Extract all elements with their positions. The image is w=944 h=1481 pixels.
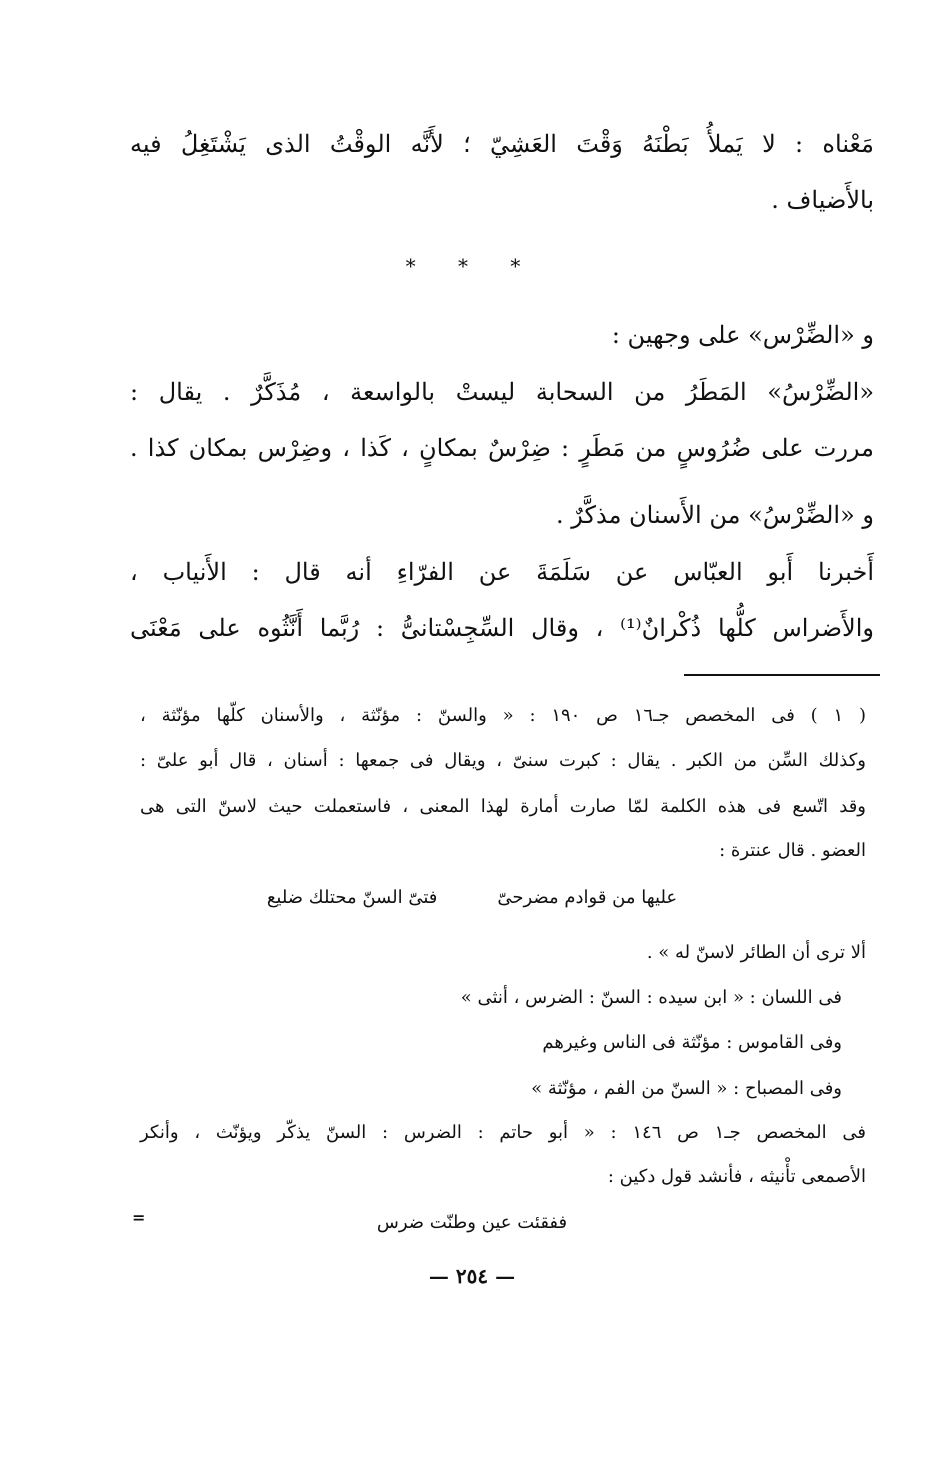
- footnote-line-9: فى المخصص جـ١ ص ١٤٦ : « أبو حاتم : الضرس : السنّ يذكّر ويؤنّث ، وأنكر: [140, 1122, 866, 1143]
- footnote-line-10: الأصمعى تأْنيثه ، فأنشد قول دكين :: [607, 1166, 866, 1187]
- body-line-3: و «الضِّرْس» على وجهين :: [611, 321, 874, 349]
- body-line-2: بالأَضياف .: [771, 186, 874, 214]
- body-line-1: مَعْناه : لا يَملأُ بَطْنَهُ وَقْتَ العَشِيّ ؛ لأَنَّه الوقْتُ الذى يَشْتَغِلُ فيه: [130, 130, 874, 158]
- body-line-6: و «الضِّرْسُ» من الأَسنان مذكَّرٌ .: [556, 501, 874, 529]
- body-line-8: والأَضراس كلُّها ذُكْرانٌ⁽¹⁾ ، وقال السِّجِسْتانىُّ : رُبَّما أَنَّثُوه على مَعْنَى: [130, 614, 874, 642]
- footnote-rule: [684, 674, 880, 676]
- footnote-line-1: ( ١ ) فى المخصص جـ١٦ ص ١٩٠ : « والسنّ : مؤنّثة ، والأسنان كلّها مؤنّثة ،: [140, 705, 866, 726]
- verse-second-hemistich: فتىّ السنّ محتلك ضليع: [266, 887, 438, 908]
- body-line-5: مررت على ضُرُوسٍ من مَطَرٍ : ضِرْسٌ بمكانٍ ، كَذا ، وضِرْس بمكان كذا .: [130, 434, 874, 462]
- footnote-line-3: وقد اتّسع فى هذه الكلمة لمّا صارت أمارة لهذا المعنى ، فاستعملت حيث لاسنّ التى هى: [140, 796, 866, 817]
- continuation-mark: =: [132, 1208, 146, 1227]
- footnote-line-4: العضو . قال عنترة :: [719, 840, 866, 861]
- section-separator: * * *: [405, 254, 539, 278]
- verse-first-hemistich: عليها من قوادم مضرحىّ: [497, 887, 678, 908]
- footnote-line-11: ففقئت عين وطنّت ضرس: [376, 1212, 568, 1233]
- footnote-line-5: ألا ترى أن الطائر لاسنّ له » .: [646, 942, 866, 963]
- footnote-line-7: وفى القاموس : مؤنّثة فى الناس وغيرهم: [542, 1032, 842, 1053]
- footnote-line-2: وكذلك السِّن من الكبر . يقال : كبرت سنىّ ، ويقال فى جمعها : أسنان ، قال أبو علىّ :: [140, 750, 866, 771]
- footnote-line-8: وفى المصباح : « السنّ من الفم ، مؤنّثة »: [531, 1078, 842, 1099]
- footnote-verse: [0, 883, 944, 913]
- body-line-7: أَخبرنا أَبو العبّاس عن سَلَمَةَ عن الفرّاءِ أنه قال : الأَنياب ،: [130, 558, 874, 586]
- body-line-4: «الضِّرْسُ» المَطَرُ من السحابة ليستْ بالواسعة ، مُذَكَّرٌ . يقال :: [130, 378, 874, 406]
- footnote-line-6: فى اللسان : « ابن سيده : السنّ : الضرس ، أنثى »: [460, 987, 842, 1008]
- page-number: — ٢٥٤ —: [428, 1264, 516, 1288]
